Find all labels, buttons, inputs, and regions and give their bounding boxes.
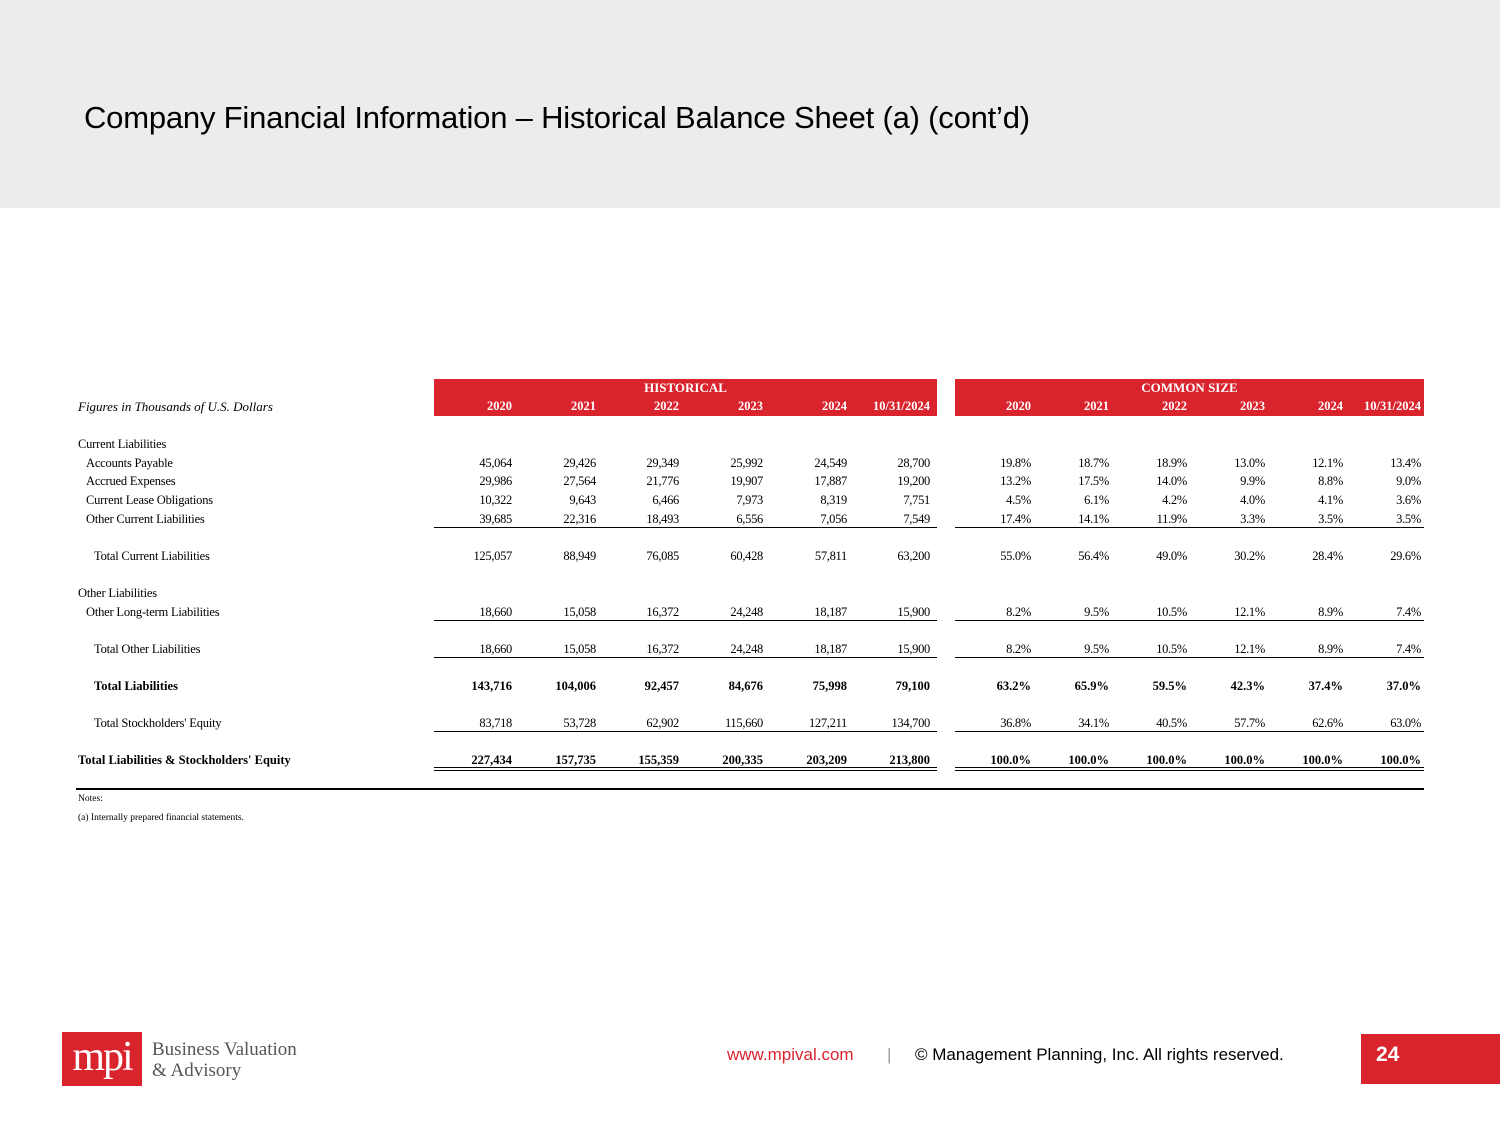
historical-column-header: 2022 (654, 399, 679, 413)
column-underline (434, 620, 937, 621)
notes-heading: Notes: (78, 794, 103, 804)
historical-value: 63,200 (897, 549, 930, 563)
historical-value: 125,057 (473, 549, 512, 563)
row-label: Total Liabilities & Stockholders' Equity (78, 753, 291, 767)
historical-value: 213,800 (889, 753, 930, 767)
notes-divider (76, 788, 1424, 790)
historical-value: 83,718 (479, 716, 512, 730)
footer-separator: | (887, 1045, 892, 1064)
common-size-value: 100.0% (1068, 753, 1109, 767)
historical-value: 45,064 (479, 456, 512, 470)
common-size-value: 13.2% (1000, 474, 1031, 488)
historical-value: 84,676 (728, 679, 763, 693)
historical-value: 157,735 (555, 753, 596, 767)
common-size-value: 4.5% (1006, 493, 1031, 507)
row-label: Total Other Liabilities (94, 642, 201, 656)
historical-value: 57,811 (814, 549, 847, 563)
common-size-value: 63.2% (996, 679, 1031, 693)
common-size-value: 9.5% (1084, 605, 1109, 619)
historical-value: 39,685 (479, 512, 512, 526)
common-size-value: 3.5% (1396, 512, 1421, 526)
common-size-value: 8.8% (1318, 474, 1343, 488)
note-item: (a) Internally prepared financial statements. (78, 813, 244, 823)
historical-value: 7,549 (903, 512, 930, 526)
historical-value: 15,058 (563, 605, 596, 619)
common-size-value: 19.8% (1000, 456, 1031, 470)
common-size-value: 56.4% (1078, 549, 1109, 563)
historical-value: 22,316 (563, 512, 596, 526)
historical-value: 200,335 (722, 753, 763, 767)
common-size-value: 14.0% (1156, 474, 1187, 488)
row-label: Other Liabilities (78, 586, 157, 600)
common-size-value: 4.2% (1162, 493, 1187, 507)
historical-value: 203,209 (806, 753, 847, 767)
page-title: Company Financial Information – Historical Balance Sheet (a) (cont’d) (84, 100, 1030, 135)
common-size-value: 29.6% (1390, 549, 1421, 563)
common-size-value: 28.4% (1312, 549, 1343, 563)
common-size-column-header: 2020 (1006, 399, 1031, 413)
common-size-value: 57.7% (1234, 716, 1265, 730)
historical-value: 76,085 (646, 549, 679, 563)
row-label: Current Liabilities (78, 437, 167, 451)
common-size-value: 34.1% (1078, 716, 1109, 730)
common-size-value: 18.9% (1156, 456, 1187, 470)
historical-value: 10,322 (479, 493, 512, 507)
historical-value: 25,992 (730, 456, 763, 470)
common-size-value: 7.4% (1396, 642, 1421, 656)
historical-value: 15,900 (897, 642, 930, 656)
common-size-value: 4.0% (1240, 493, 1265, 507)
common-size-value: 7.4% (1396, 605, 1421, 619)
common-size-value: 17.4% (1000, 512, 1031, 526)
column-underline (955, 731, 1424, 732)
common-size-value: 8.9% (1318, 605, 1343, 619)
historical-value: 18,493 (646, 512, 679, 526)
common-size-value: 13.0% (1234, 456, 1265, 470)
historical-value: 28,700 (897, 456, 930, 470)
common-size-value: 65.9% (1074, 679, 1109, 693)
common-size-value: 3.3% (1240, 512, 1265, 526)
column-underline (434, 657, 937, 658)
historical-value: 17,887 (814, 474, 847, 488)
historical-value: 24,248 (730, 642, 763, 656)
common-size-column-header: 2022 (1162, 399, 1187, 413)
website-link[interactable]: www.mpival.com (727, 1045, 854, 1064)
common-size-value: 10.5% (1156, 605, 1187, 619)
common-size-value: 8.2% (1006, 605, 1031, 619)
historical-value: 29,986 (479, 474, 512, 488)
common-size-value: 9.0% (1396, 474, 1421, 488)
historical-value: 79,100 (895, 679, 930, 693)
logo-line-2: & Advisory (152, 1060, 242, 1081)
common-size-value: 12.1% (1312, 456, 1343, 470)
common-size-value: 3.5% (1318, 512, 1343, 526)
historical-column-header: 10/31/2024 (873, 399, 930, 413)
historical-value: 18,660 (479, 605, 512, 619)
historical-value: 9,643 (569, 493, 596, 507)
column-underline (434, 527, 937, 528)
historical-value: 18,187 (814, 642, 847, 656)
historical-value: 127,211 (808, 716, 847, 730)
common-size-value: 36.8% (1000, 716, 1031, 730)
common-size-value: 37.4% (1308, 679, 1343, 693)
common-size-value: 49.0% (1156, 549, 1187, 563)
common-size-value: 8.2% (1006, 642, 1031, 656)
double-underline (955, 767, 1424, 771)
logo-tagline (152, 1039, 297, 1081)
column-underline (955, 657, 1424, 658)
historical-value: 21,776 (646, 474, 679, 488)
common-size-value: 100.0% (1302, 753, 1343, 767)
historical-column-header: 2020 (487, 399, 512, 413)
historical-value: 19,907 (730, 474, 763, 488)
common-size-value: 14.1% (1078, 512, 1109, 526)
common-size-value: 3.6% (1396, 493, 1421, 507)
historical-value: 6,466 (652, 493, 679, 507)
common-size-value: 100.0% (1224, 753, 1265, 767)
common-size-value: 100.0% (1380, 753, 1421, 767)
common-size-value: 59.5% (1152, 679, 1187, 693)
historical-value: 16,372 (646, 642, 679, 656)
common-size-value: 9.5% (1084, 642, 1109, 656)
row-label: Other Current Liabilities (86, 512, 205, 526)
historical-value: 16,372 (646, 605, 679, 619)
historical-value: 29,426 (563, 456, 596, 470)
historical-value: 18,660 (479, 642, 512, 656)
common-size-header: COMMON SIZE (1141, 380, 1238, 395)
common-size-value: 6.1% (1084, 493, 1109, 507)
common-size-value: 18.7% (1078, 456, 1109, 470)
historical-value: 7,973 (736, 493, 763, 507)
historical-value: 24,248 (730, 605, 763, 619)
historical-value: 15,058 (563, 642, 596, 656)
row-label: Accrued Expenses (86, 474, 176, 488)
common-size-value: 4.1% (1318, 493, 1343, 507)
common-size-value: 9.9% (1240, 474, 1265, 488)
double-underline (434, 767, 937, 771)
common-size-value: 63.0% (1390, 716, 1421, 730)
logo-line-1: Business Valuation (152, 1039, 297, 1060)
row-label: Other Long-term Liabilities (86, 605, 220, 619)
common-size-value: 30.2% (1234, 549, 1265, 563)
common-size-value: 8.9% (1318, 642, 1343, 656)
common-size-column-header: 2021 (1084, 399, 1109, 413)
historical-value: 7,751 (903, 493, 930, 507)
historical-value: 19,200 (897, 474, 930, 488)
page-number: 24 (1376, 1043, 1400, 1066)
historical-column-header: 2024 (822, 399, 847, 413)
historical-value: 53,728 (563, 716, 596, 730)
column-underline (434, 731, 937, 732)
common-size-value: 40.5% (1156, 716, 1187, 730)
historical-value: 75,998 (812, 679, 847, 693)
historical-value: 15,900 (897, 605, 930, 619)
common-size-value: 13.4% (1390, 456, 1421, 470)
common-size-value: 62.6% (1312, 716, 1343, 730)
row-label: Accounts Payable (86, 456, 173, 470)
mpi-logo: mpi (62, 1032, 142, 1086)
historical-value: 62,902 (646, 716, 679, 730)
historical-value: 6,556 (736, 512, 763, 526)
historical-value: 60,428 (730, 549, 763, 563)
historical-value: 27,564 (563, 474, 596, 488)
copyright-text: © Management Planning, Inc. All rights reserved. (915, 1045, 1284, 1064)
common-size-column-header: 2024 (1318, 399, 1343, 413)
row-label: Total Liabilities (94, 679, 178, 693)
historical-value: 104,006 (555, 679, 596, 693)
historical-column-header: 2021 (571, 399, 596, 413)
row-label: Total Stockholders' Equity (94, 716, 222, 730)
historical-header: HISTORICAL (644, 380, 727, 395)
historical-value: 88,949 (563, 549, 596, 563)
common-size-value: 37.0% (1386, 679, 1421, 693)
historical-value: 24,549 (814, 456, 847, 470)
historical-value: 29,349 (646, 456, 679, 470)
common-size-value: 12.1% (1234, 605, 1265, 619)
common-size-value: 10.5% (1156, 642, 1187, 656)
common-size-value: 100.0% (990, 753, 1031, 767)
historical-value: 227,434 (471, 753, 512, 767)
column-underline (955, 527, 1424, 528)
historical-column-header: 2023 (738, 399, 763, 413)
units-label: Figures in Thousands of U.S. Dollars (78, 399, 273, 414)
common-size-value: 11.9% (1156, 512, 1187, 526)
common-size-value: 17.5% (1078, 474, 1109, 488)
historical-value: 7,056 (820, 512, 847, 526)
common-size-value: 42.3% (1230, 679, 1265, 693)
column-underline (955, 620, 1424, 621)
historical-value: 8,319 (820, 493, 847, 507)
historical-value: 18,187 (814, 605, 847, 619)
historical-value: 115,660 (724, 716, 763, 730)
row-label: Current Lease Obligations (86, 493, 213, 507)
common-size-value: 55.0% (1000, 549, 1031, 563)
row-label: Total Current Liabilities (94, 549, 210, 563)
historical-value: 134,700 (891, 716, 930, 730)
common-size-column-header: 2023 (1240, 399, 1265, 413)
common-size-value: 100.0% (1146, 753, 1187, 767)
common-size-value: 12.1% (1234, 642, 1265, 656)
historical-value: 155,359 (638, 753, 679, 767)
historical-value: 143,716 (471, 679, 512, 693)
historical-value: 92,457 (644, 679, 679, 693)
common-size-column-header: 10/31/2024 (1364, 399, 1421, 413)
